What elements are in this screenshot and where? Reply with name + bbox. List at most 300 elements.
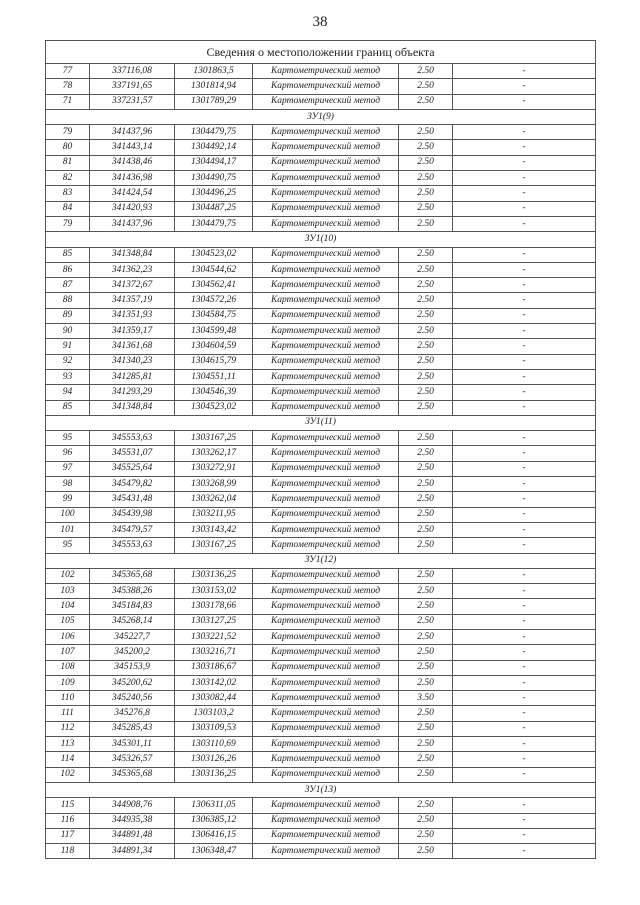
x-coordinate-cell: 345531,07: [90, 446, 175, 461]
x-coordinate-cell: 341340,23: [90, 354, 175, 369]
method-cell: Картометрический метод: [253, 431, 399, 446]
method-cell: Картометрический метод: [253, 599, 399, 614]
table-row: [46, 477, 596, 492]
table-row: [46, 262, 596, 277]
point-number-cell: 99: [46, 492, 90, 507]
description-cell: -: [453, 324, 596, 339]
table-row: [46, 828, 596, 843]
point-number-cell: 100: [46, 507, 90, 522]
x-coordinate-cell: 337191,65: [90, 79, 175, 94]
x-coordinate-cell: 345479,57: [90, 522, 175, 537]
y-coordinate-cell: 1303126,26: [175, 752, 253, 767]
accuracy-cell: 2.50: [399, 94, 453, 109]
method-cell: Картометрический метод: [253, 660, 399, 675]
point-number-cell: 107: [46, 645, 90, 660]
accuracy-cell: 2.50: [399, 538, 453, 553]
method-cell: Картометрический метод: [253, 186, 399, 201]
point-number-cell: 87: [46, 278, 90, 293]
method-cell: Картометрический метод: [253, 140, 399, 155]
x-coordinate-cell: 344935,38: [90, 813, 175, 828]
y-coordinate-cell: 1304572,26: [175, 293, 253, 308]
table-row: [46, 247, 596, 262]
x-coordinate-cell: 341285,81: [90, 369, 175, 384]
point-number-cell: 86: [46, 262, 90, 277]
x-coordinate-cell: 344908,76: [90, 798, 175, 813]
point-number-cell: 97: [46, 461, 90, 476]
description-cell: -: [453, 767, 596, 782]
accuracy-cell: 2.50: [399, 767, 453, 782]
description-cell: -: [453, 584, 596, 599]
point-number-cell: 104: [46, 599, 90, 614]
accuracy-cell: 2.50: [399, 721, 453, 736]
x-coordinate-cell: 341351,93: [90, 308, 175, 323]
accuracy-cell: 2.50: [399, 446, 453, 461]
y-coordinate-cell: 1304496,25: [175, 186, 253, 201]
section-label: ЗУ1(12): [46, 553, 596, 568]
accuracy-cell: 2.50: [399, 308, 453, 323]
point-number-cell: 95: [46, 431, 90, 446]
y-coordinate-cell: 1303103,2: [175, 706, 253, 721]
method-cell: Картометрический метод: [253, 767, 399, 782]
accuracy-cell: 2.50: [399, 216, 453, 231]
accuracy-cell: 2.50: [399, 385, 453, 400]
table-body: [46, 41, 596, 859]
description-cell: -: [453, 675, 596, 690]
point-number-cell: 103: [46, 584, 90, 599]
y-coordinate-cell: 1304551,11: [175, 369, 253, 384]
point-number-cell: 89: [46, 308, 90, 323]
description-cell: -: [453, 568, 596, 583]
method-cell: Картометрический метод: [253, 492, 399, 507]
x-coordinate-cell: 345227,7: [90, 629, 175, 644]
point-number-cell: 91: [46, 339, 90, 354]
point-number-cell: 96: [46, 446, 90, 461]
y-coordinate-cell: 1304523,02: [175, 247, 253, 262]
x-coordinate-cell: 345365,68: [90, 767, 175, 782]
table-title-row: [46, 41, 596, 64]
table-row: [46, 140, 596, 155]
section-row: [46, 232, 596, 247]
accuracy-cell: 2.50: [399, 369, 453, 384]
accuracy-cell: 2.50: [399, 629, 453, 644]
description-cell: -: [453, 477, 596, 492]
table-row: [46, 400, 596, 415]
y-coordinate-cell: 1306416,15: [175, 828, 253, 843]
y-coordinate-cell: 1303211,95: [175, 507, 253, 522]
method-cell: Картометрический метод: [253, 538, 399, 553]
x-coordinate-cell: 341372,67: [90, 278, 175, 293]
y-coordinate-cell: 1303143,42: [175, 522, 253, 537]
description-cell: -: [453, 216, 596, 231]
y-coordinate-cell: 1301863,5: [175, 64, 253, 79]
accuracy-cell: 2.50: [399, 171, 453, 186]
method-cell: Картометрический метод: [253, 798, 399, 813]
table-row: [46, 767, 596, 782]
method-cell: Картометрический метод: [253, 584, 399, 599]
description-cell: -: [453, 737, 596, 752]
x-coordinate-cell: 337116,08: [90, 64, 175, 79]
method-cell: Картометрический метод: [253, 293, 399, 308]
description-cell: -: [453, 599, 596, 614]
description-cell: -: [453, 706, 596, 721]
y-coordinate-cell: 1303136,25: [175, 767, 253, 782]
description-cell: -: [453, 629, 596, 644]
table-row: [46, 308, 596, 323]
point-number-cell: 77: [46, 64, 90, 79]
table-row: [46, 721, 596, 736]
y-coordinate-cell: 1303167,25: [175, 538, 253, 553]
y-coordinate-cell: 1301814,94: [175, 79, 253, 94]
section-row: [46, 553, 596, 568]
point-number-cell: 108: [46, 660, 90, 675]
table-row: [46, 737, 596, 752]
description-cell: -: [453, 645, 596, 660]
y-coordinate-cell: 1303109,53: [175, 721, 253, 736]
x-coordinate-cell: 341420,93: [90, 201, 175, 216]
point-number-cell: 79: [46, 216, 90, 231]
y-coordinate-cell: 1303142,02: [175, 675, 253, 690]
method-cell: Картометрический метод: [253, 844, 399, 859]
section-row: [46, 415, 596, 430]
accuracy-cell: 2.50: [399, 737, 453, 752]
accuracy-cell: 2.50: [399, 660, 453, 675]
description-cell: -: [453, 140, 596, 155]
table-row: [46, 171, 596, 186]
accuracy-cell: 2.50: [399, 262, 453, 277]
y-coordinate-cell: 1303221,52: [175, 629, 253, 644]
x-coordinate-cell: 341357,19: [90, 293, 175, 308]
table-row: [46, 293, 596, 308]
x-coordinate-cell: 345326,57: [90, 752, 175, 767]
description-cell: -: [453, 125, 596, 140]
accuracy-cell: 3.50: [399, 691, 453, 706]
table-row: [46, 752, 596, 767]
accuracy-cell: 2.50: [399, 675, 453, 690]
y-coordinate-cell: 1303268,99: [175, 477, 253, 492]
point-number-cell: 78: [46, 79, 90, 94]
x-coordinate-cell: 345479,82: [90, 477, 175, 492]
description-cell: -: [453, 201, 596, 216]
point-number-cell: 93: [46, 369, 90, 384]
x-coordinate-cell: 345276,8: [90, 706, 175, 721]
description-cell: -: [453, 79, 596, 94]
method-cell: Картометрический метод: [253, 706, 399, 721]
page-number: 38: [312, 14, 328, 30]
description-cell: -: [453, 339, 596, 354]
x-coordinate-cell: 341443,14: [90, 140, 175, 155]
description-cell: -: [453, 247, 596, 262]
table-row: [46, 186, 596, 201]
table-title: Сведения о местоположении границ объекта: [46, 41, 596, 64]
x-coordinate-cell: 345184,83: [90, 599, 175, 614]
accuracy-cell: 2.50: [399, 140, 453, 155]
table-row: [46, 64, 596, 79]
x-coordinate-cell: 345365,68: [90, 568, 175, 583]
table-row: [46, 599, 596, 614]
table-row: [46, 216, 596, 231]
table-row: [46, 446, 596, 461]
method-cell: Картометрический метод: [253, 171, 399, 186]
accuracy-cell: 2.50: [399, 507, 453, 522]
table-row: [46, 278, 596, 293]
point-number-cell: 83: [46, 186, 90, 201]
accuracy-cell: 2.50: [399, 477, 453, 492]
table-row: [46, 691, 596, 706]
description-cell: -: [453, 446, 596, 461]
x-coordinate-cell: 345553,63: [90, 538, 175, 553]
y-coordinate-cell: 1303178,66: [175, 599, 253, 614]
accuracy-cell: 2.50: [399, 844, 453, 859]
table-row: [46, 461, 596, 476]
accuracy-cell: 2.50: [399, 354, 453, 369]
point-number-cell: 102: [46, 767, 90, 782]
description-cell: -: [453, 691, 596, 706]
point-number-cell: 109: [46, 675, 90, 690]
description-cell: -: [453, 354, 596, 369]
x-coordinate-cell: 345388,26: [90, 584, 175, 599]
accuracy-cell: 2.50: [399, 461, 453, 476]
method-cell: Картометрический метод: [253, 737, 399, 752]
table-row: [46, 201, 596, 216]
y-coordinate-cell: 1306385,12: [175, 813, 253, 828]
description-cell: -: [453, 828, 596, 843]
method-cell: Картометрический метод: [253, 721, 399, 736]
table-row: [46, 155, 596, 170]
description-cell: -: [453, 171, 596, 186]
point-number-cell: 88: [46, 293, 90, 308]
table-row: [46, 339, 596, 354]
description-cell: -: [453, 94, 596, 109]
section-label: ЗУ1(10): [46, 232, 596, 247]
x-coordinate-cell: 345553,63: [90, 431, 175, 446]
table-row: [46, 614, 596, 629]
accuracy-cell: 2.50: [399, 492, 453, 507]
x-coordinate-cell: 345525,64: [90, 461, 175, 476]
accuracy-cell: 2.50: [399, 155, 453, 170]
accuracy-cell: 2.50: [399, 522, 453, 537]
y-coordinate-cell: 1303153,02: [175, 584, 253, 599]
point-number-cell: 84: [46, 201, 90, 216]
y-coordinate-cell: 1303272,91: [175, 461, 253, 476]
point-number-cell: 92: [46, 354, 90, 369]
method-cell: Картометрический метод: [253, 79, 399, 94]
table-row: [46, 354, 596, 369]
accuracy-cell: 2.50: [399, 293, 453, 308]
description-cell: -: [453, 293, 596, 308]
section-label: ЗУ1(9): [46, 109, 596, 124]
x-coordinate-cell: 341293,29: [90, 385, 175, 400]
x-coordinate-cell: 337231,57: [90, 94, 175, 109]
x-coordinate-cell: 345301,11: [90, 737, 175, 752]
description-cell: -: [453, 308, 596, 323]
table-row: [46, 629, 596, 644]
table-row: [46, 522, 596, 537]
x-coordinate-cell: 345153,9: [90, 660, 175, 675]
description-cell: -: [453, 385, 596, 400]
x-coordinate-cell: 341438,46: [90, 155, 175, 170]
description-cell: -: [453, 721, 596, 736]
accuracy-cell: 2.50: [399, 798, 453, 813]
point-number-cell: 113: [46, 737, 90, 752]
method-cell: Картометрический метод: [253, 645, 399, 660]
point-number-cell: 80: [46, 140, 90, 155]
y-coordinate-cell: 1303262,17: [175, 446, 253, 461]
description-cell: -: [453, 844, 596, 859]
description-cell: -: [453, 522, 596, 537]
accuracy-cell: 2.50: [399, 400, 453, 415]
point-number-cell: 114: [46, 752, 90, 767]
description-cell: -: [453, 64, 596, 79]
accuracy-cell: 2.50: [399, 828, 453, 843]
x-coordinate-cell: 345268,14: [90, 614, 175, 629]
method-cell: Картометрический метод: [253, 125, 399, 140]
table-row: [46, 324, 596, 339]
accuracy-cell: 2.50: [399, 64, 453, 79]
x-coordinate-cell: 345200,2: [90, 645, 175, 660]
y-coordinate-cell: 1304487,25: [175, 201, 253, 216]
accuracy-cell: 2.50: [399, 813, 453, 828]
x-coordinate-cell: 341359,17: [90, 324, 175, 339]
y-coordinate-cell: 1303110,69: [175, 737, 253, 752]
method-cell: Картометрический метод: [253, 675, 399, 690]
y-coordinate-cell: 1304523,02: [175, 400, 253, 415]
table-row: [46, 507, 596, 522]
accuracy-cell: 2.50: [399, 186, 453, 201]
y-coordinate-cell: 1304562,41: [175, 278, 253, 293]
description-cell: -: [453, 752, 596, 767]
method-cell: Картометрический метод: [253, 477, 399, 492]
y-coordinate-cell: 1304479,75: [175, 216, 253, 231]
y-coordinate-cell: 1304615,79: [175, 354, 253, 369]
x-coordinate-cell: 341437,96: [90, 216, 175, 231]
method-cell: Картометрический метод: [253, 339, 399, 354]
x-coordinate-cell: 341348,84: [90, 400, 175, 415]
y-coordinate-cell: 1304494,17: [175, 155, 253, 170]
y-coordinate-cell: 1303082,44: [175, 691, 253, 706]
accuracy-cell: 2.50: [399, 278, 453, 293]
x-coordinate-cell: 344891,48: [90, 828, 175, 843]
y-coordinate-cell: 1304599,48: [175, 324, 253, 339]
point-number-cell: 115: [46, 798, 90, 813]
point-number-cell: 94: [46, 385, 90, 400]
method-cell: Картометрический метод: [253, 369, 399, 384]
x-coordinate-cell: 345240,56: [90, 691, 175, 706]
method-cell: Картометрический метод: [253, 216, 399, 231]
description-cell: -: [453, 400, 596, 415]
point-number-cell: 98: [46, 477, 90, 492]
accuracy-cell: 2.50: [399, 339, 453, 354]
x-coordinate-cell: 341424,54: [90, 186, 175, 201]
accuracy-cell: 2.50: [399, 584, 453, 599]
point-number-cell: 111: [46, 706, 90, 721]
description-cell: -: [453, 614, 596, 629]
point-number-cell: 106: [46, 629, 90, 644]
section-label: ЗУ1(13): [46, 782, 596, 797]
x-coordinate-cell: 345431,48: [90, 492, 175, 507]
y-coordinate-cell: 1304490,75: [175, 171, 253, 186]
method-cell: Картометрический метод: [253, 385, 399, 400]
accuracy-cell: 2.50: [399, 568, 453, 583]
method-cell: Картометрический метод: [253, 629, 399, 644]
table-row: [46, 385, 596, 400]
table-row: [46, 431, 596, 446]
description-cell: -: [453, 369, 596, 384]
accuracy-cell: 2.50: [399, 645, 453, 660]
method-cell: Картометрический метод: [253, 278, 399, 293]
method-cell: Картометрический метод: [253, 400, 399, 415]
point-number-cell: 117: [46, 828, 90, 843]
x-coordinate-cell: 345285,43: [90, 721, 175, 736]
table-row: [46, 813, 596, 828]
method-cell: Картометрический метод: [253, 461, 399, 476]
description-cell: -: [453, 155, 596, 170]
table-row: [46, 798, 596, 813]
point-number-cell: 105: [46, 614, 90, 629]
point-number-cell: 90: [46, 324, 90, 339]
description-cell: -: [453, 431, 596, 446]
point-number-cell: 102: [46, 568, 90, 583]
accuracy-cell: 2.50: [399, 431, 453, 446]
table-row: [46, 492, 596, 507]
description-cell: -: [453, 278, 596, 293]
section-row: [46, 109, 596, 124]
table-row: [46, 568, 596, 583]
method-cell: Картометрический метод: [253, 201, 399, 216]
x-coordinate-cell: 341362,23: [90, 262, 175, 277]
x-coordinate-cell: 341437,96: [90, 125, 175, 140]
description-cell: -: [453, 798, 596, 813]
y-coordinate-cell: 1303186,67: [175, 660, 253, 675]
table-row: [46, 844, 596, 859]
method-cell: Картометрический метод: [253, 614, 399, 629]
point-number-cell: 118: [46, 844, 90, 859]
y-coordinate-cell: 1306311,05: [175, 798, 253, 813]
y-coordinate-cell: 1304584,75: [175, 308, 253, 323]
point-number-cell: 81: [46, 155, 90, 170]
table-row: [46, 369, 596, 384]
point-number-cell: 82: [46, 171, 90, 186]
method-cell: Картометрический метод: [253, 354, 399, 369]
point-number-cell: 71: [46, 94, 90, 109]
y-coordinate-cell: 1304479,75: [175, 125, 253, 140]
description-cell: -: [453, 186, 596, 201]
x-coordinate-cell: 344891,34: [90, 844, 175, 859]
table-row: [46, 79, 596, 94]
method-cell: Картометрический метод: [253, 155, 399, 170]
y-coordinate-cell: 1304546,39: [175, 385, 253, 400]
table-row: [46, 125, 596, 140]
section-label: ЗУ1(11): [46, 415, 596, 430]
x-coordinate-cell: 341436,98: [90, 171, 175, 186]
method-cell: Картометрический метод: [253, 813, 399, 828]
point-number-cell: 110: [46, 691, 90, 706]
point-number-cell: 112: [46, 721, 90, 736]
accuracy-cell: 2.50: [399, 247, 453, 262]
description-cell: -: [453, 813, 596, 828]
point-number-cell: 116: [46, 813, 90, 828]
method-cell: Картометрический метод: [253, 324, 399, 339]
table-row: [46, 584, 596, 599]
method-cell: Картометрический метод: [253, 691, 399, 706]
accuracy-cell: 2.50: [399, 79, 453, 94]
method-cell: Картометрический метод: [253, 446, 399, 461]
table-row: [46, 538, 596, 553]
y-coordinate-cell: 1304604,59: [175, 339, 253, 354]
description-cell: -: [453, 492, 596, 507]
method-cell: Картометрический метод: [253, 522, 399, 537]
table-row: [46, 645, 596, 660]
accuracy-cell: 2.50: [399, 752, 453, 767]
